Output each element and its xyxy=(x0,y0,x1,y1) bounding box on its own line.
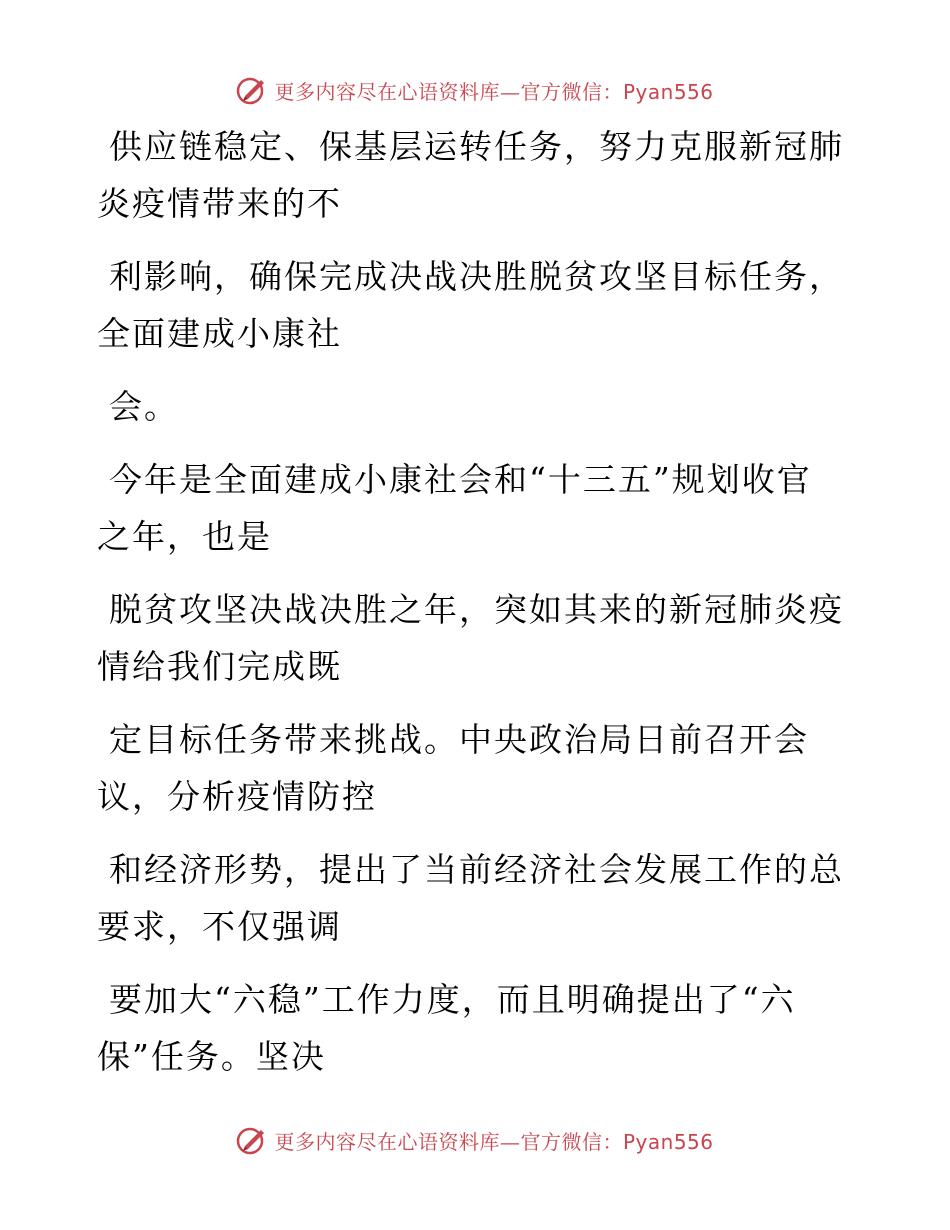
paragraph: 利影响，确保完成决战决胜脱贫攻坚目标任务， 全面建成小康社 xyxy=(97,257,844,353)
banner-text: 更多内容尽在心语资料库—官方微信：Pyan556 xyxy=(274,1129,714,1154)
pen-logo-icon xyxy=(236,1124,268,1156)
paragraph: 和经济形势，提出了当前经济社会发展工作的总 要求，不仅强调 xyxy=(97,850,844,946)
header-banner xyxy=(0,70,950,110)
footer-banner xyxy=(0,1120,950,1160)
paragraph: 今年是全面建成小康社会和“十三五”规划收官 之年，也是 xyxy=(97,460,812,556)
pen-logo-icon xyxy=(236,74,268,106)
banner-text: 更多内容尽在心语资料库—官方微信：Pyan556 xyxy=(274,79,714,104)
paragraph: 供应链稳定、保基层运转任务，努力克服新冠肺 炎疫情带来的不 xyxy=(97,127,844,223)
document-body xyxy=(97,118,844,1085)
paragraph: 会。 xyxy=(109,387,179,426)
paragraph: 要加大“六稳”工作力度，而且明确提出了“六 保”任务。坚决 xyxy=(97,980,796,1076)
paragraph: 脱贫攻坚决战决胜之年，突如其来的新冠肺炎疫 情给我们完成既 xyxy=(97,590,844,686)
paragraph: 定目标任务带来挑战。中央政治局日前召开会 议，分析疫情防控 xyxy=(97,720,809,816)
